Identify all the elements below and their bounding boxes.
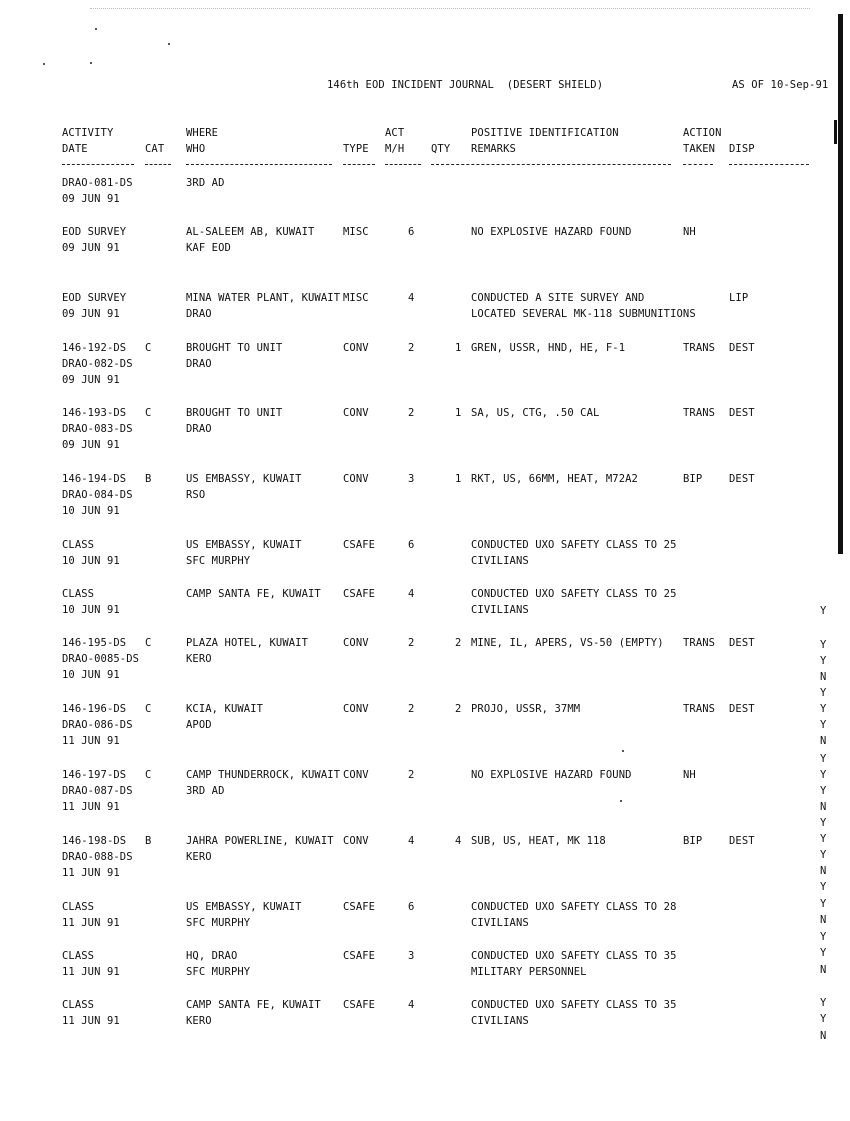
entry-date: 11 JUN 91 [62,917,120,929]
entry-date: 09 JUN 91 [62,193,120,205]
entry-date: DRAO-086-DS [62,719,133,731]
entry-quantity: 1 [455,407,462,419]
entry-quantity: 1 [455,342,462,354]
entry-remarks: CONDUCTED UXO SAFETY CLASS TO 35 [471,950,677,962]
entry-date: 146-198-DS [62,835,127,847]
col-header-qty: QTY [431,143,451,155]
entry-disposition: DEST [729,473,755,485]
entry-location: KERO [186,851,212,863]
entry-location: US EMBASSY, KUWAIT [186,539,302,551]
entry-location: US EMBASSY, KUWAIT [186,901,302,913]
margin-flag: N [820,964,827,976]
header-rule [385,164,421,165]
margin-flag: N [820,735,827,747]
col-header-mh: M/H [385,143,405,155]
margin-flag: Y [820,881,827,893]
entry-remarks: CIVILIANS [471,1015,529,1027]
entry-category: C [145,342,152,354]
entry-date: 11 JUN 91 [62,735,120,747]
entry-date: 11 JUN 91 [62,867,120,879]
entry-quantity: 4 [455,835,462,847]
entry-man-hours: 2 [408,703,415,715]
entry-man-hours: 2 [408,637,415,649]
entry-remarks: NO EXPLOSIVE HAZARD FOUND [471,226,632,238]
col-header-date-1: ACTIVITY [62,127,114,139]
entry-location: BROUGHT TO UNIT [186,342,283,354]
entry-disposition: DEST [729,835,755,847]
entry-man-hours: 4 [408,292,415,304]
entry-location: MINA WATER PLANT, KUWAIT [186,292,341,304]
entry-man-hours: 4 [408,835,415,847]
entry-location: AL-SALEEM AB, KUWAIT [186,226,315,238]
margin-flag: Y [820,605,827,617]
entry-location: SFC MURPHY [186,966,251,978]
entry-remarks: GREN, USSR, HND, HE, F-1 [471,342,626,354]
entry-date: 11 JUN 91 [62,966,120,978]
entry-man-hours: 4 [408,588,415,600]
entry-action-taken: TRANS [683,407,716,419]
entry-date: CLASS [62,950,95,962]
entry-date: 146-195-DS [62,637,127,649]
entry-remarks: SA, US, CTG, .50 CAL [471,407,600,419]
entry-location: BROUGHT TO UNIT [186,407,283,419]
col-header-act: ACT [385,127,405,139]
margin-flag: N [820,801,827,813]
entry-date: 10 JUN 91 [62,604,120,616]
entry-date: DRAO-0085-DS [62,653,140,665]
entry-remarks: MILITARY PERSONNEL [471,966,587,978]
entry-man-hours: 6 [408,226,415,238]
entry-location: KERO [186,1015,212,1027]
entry-man-hours: 6 [408,539,415,551]
entry-date: CLASS [62,901,95,913]
entry-remarks: CIVILIANS [471,555,529,567]
scan-speck [622,750,624,752]
entry-action-taken: TRANS [683,703,716,715]
margin-flag: Y [820,753,827,765]
entry-category: C [145,407,152,419]
col-header-cat: CAT [145,143,165,155]
entry-remarks: CONDUCTED UXO SAFETY CLASS TO 25 [471,539,677,551]
entry-remarks: NO EXPLOSIVE HAZARD FOUND [471,769,632,781]
entry-type: CONV [343,769,369,781]
entry-date: EOD SURVEY [62,292,127,304]
header-rule [343,164,375,165]
margin-flag: Y [820,931,827,943]
entry-action-taken: TRANS [683,342,716,354]
entry-date: 146-196-DS [62,703,127,715]
margin-flag: N [820,865,827,877]
entry-location: US EMBASSY, KUWAIT [186,473,302,485]
entry-remarks: RKT, US, 66MM, HEAT, M72A2 [471,473,638,485]
margin-flag: Y [820,719,827,731]
entry-type: MISC [343,226,369,238]
entry-man-hours: 2 [408,342,415,354]
margin-flag: Y [820,997,827,1009]
entry-location: SFC MURPHY [186,917,251,929]
col-header-who: WHO [186,143,206,155]
entry-date: DRAO-082-DS [62,358,133,370]
entry-category: C [145,637,152,649]
scan-speck [90,62,92,64]
entry-location: CAMP THUNDERROCK, KUWAIT [186,769,341,781]
as-of-date: AS OF 10-Sep-91 [732,79,829,91]
entry-type: CONV [343,703,369,715]
entry-date: DRAO-081-DS [62,177,133,189]
entry-disposition: DEST [729,703,755,715]
scan-speck [620,800,622,802]
entry-date: 146-197-DS [62,769,127,781]
entry-remarks: PROJO, USSR, 37MM [471,703,581,715]
entry-type: CONV [343,637,369,649]
margin-flag: Y [820,655,827,667]
margin-flag: Y [820,1013,827,1025]
entry-location: JAHRA POWERLINE, KUWAIT [186,835,334,847]
entry-date: 10 JUN 91 [62,505,120,517]
margin-flag: N [820,1030,827,1042]
entry-action-taken: BIP [683,835,703,847]
entry-location: DRAO [186,423,212,435]
entry-date: 10 JUN 91 [62,669,120,681]
margin-flag: N [820,671,827,683]
entry-type: CONV [343,342,369,354]
header-rule [729,164,809,165]
margin-flag: Y [820,817,827,829]
scan-noise [90,8,810,19]
margin-flag: Y [820,785,827,797]
entry-date: EOD SURVEY [62,226,127,238]
entry-type: CONV [343,835,369,847]
entry-location: KAF EOD [186,242,231,254]
margin-flag: Y [820,947,827,959]
entry-remarks: CONDUCTED UXO SAFETY CLASS TO 25 [471,588,677,600]
scan-edge-mark [834,120,837,144]
entry-location: DRAO [186,308,212,320]
entry-type: CSAFE [343,999,376,1011]
col-header-remarks-2: REMARKS [471,143,516,155]
margin-flag: Y [820,769,827,781]
col-header-disp: DISP [729,143,755,155]
entry-remarks: SUB, US, HEAT, MK 118 [471,835,606,847]
entry-type: CONV [343,407,369,419]
entry-date: 09 JUN 91 [62,439,120,451]
entry-date: 09 JUN 91 [62,374,120,386]
entry-disposition: DEST [729,407,755,419]
entry-category: B [145,835,152,847]
entry-location: HQ, DRAO [186,950,238,962]
col-header-date-2: DATE [62,143,88,155]
entry-date: 09 JUN 91 [62,242,120,254]
entry-location: CAMP SANTA FE, KUWAIT [186,999,321,1011]
entry-location: APOD [186,719,212,731]
entry-category: C [145,703,152,715]
entry-type: CSAFE [343,539,376,551]
entry-location: DRAO [186,358,212,370]
entry-quantity: 1 [455,473,462,485]
margin-flag: Y [820,687,827,699]
entry-location: RSO [186,489,206,501]
col-header-type: TYPE [343,143,369,155]
scan-speck [43,63,45,65]
header-rule [62,164,134,165]
entry-location: CAMP SANTA FE, KUWAIT [186,588,321,600]
entry-date: 146-193-DS [62,407,127,419]
entry-date: 146-194-DS [62,473,127,485]
entry-remarks: CONDUCTED UXO SAFETY CLASS TO 28 [471,901,677,913]
entry-remarks: MINE, IL, APERS, VS-50 (EMPTY) [471,637,664,649]
entry-remarks: CIVILIANS [471,604,529,616]
entry-disposition: DEST [729,342,755,354]
scan-edge-bar [838,14,843,554]
scan-speck [168,43,170,45]
entry-action-taken: NH [683,769,696,781]
entry-type: CSAFE [343,950,376,962]
col-header-where: WHERE [186,127,219,139]
entry-date: CLASS [62,999,95,1011]
entry-location: SFC MURPHY [186,555,251,567]
entry-man-hours: 2 [408,407,415,419]
entry-location: KERO [186,653,212,665]
entry-man-hours: 3 [408,473,415,485]
entry-disposition: LIP [729,292,749,304]
entry-type: CSAFE [343,588,376,600]
entry-action-taken: BIP [683,473,703,485]
entry-quantity: 2 [455,637,462,649]
entry-action-taken: TRANS [683,637,716,649]
header-rule [145,164,171,165]
entry-type: MISC [343,292,369,304]
margin-flag: N [820,914,827,926]
entry-location: PLAZA HOTEL, KUWAIT [186,637,309,649]
entry-location: 3RD AD [186,177,225,189]
entry-date: CLASS [62,539,95,551]
margin-flag: Y [820,639,827,651]
margin-flag: Y [820,849,827,861]
entry-category: B [145,473,152,485]
entry-quantity: 2 [455,703,462,715]
header-rule [186,164,332,165]
entry-date: DRAO-084-DS [62,489,133,501]
entry-action-taken: NH [683,226,696,238]
col-header-action-2: TAKEN [683,143,716,155]
entry-date: 10 JUN 91 [62,555,120,567]
entry-remarks: CIVILIANS [471,917,529,929]
header-rule [683,164,713,165]
margin-flag: Y [820,703,827,715]
entry-disposition: DEST [729,637,755,649]
entry-type: CONV [343,473,369,485]
entry-category: C [145,769,152,781]
entry-date: 11 JUN 91 [62,801,120,813]
entry-location: 3RD AD [186,785,225,797]
entry-location: KCIA, KUWAIT [186,703,264,715]
entry-remarks: CONDUCTED A SITE SURVEY AND [471,292,645,304]
entry-man-hours: 6 [408,901,415,913]
margin-flag: Y [820,833,827,845]
entry-man-hours: 3 [408,950,415,962]
entry-date: 146-192-DS [62,342,127,354]
journal-title: 146th EOD INCIDENT JOURNAL (DESERT SHIELD) [327,79,604,91]
entry-remarks: LOCATED SEVERAL MK-118 SUBMUNITIONS [471,308,696,320]
scan-speck [95,28,97,30]
entry-date: 11 JUN 91 [62,1015,120,1027]
entry-man-hours: 2 [408,769,415,781]
entry-man-hours: 4 [408,999,415,1011]
entry-date: DRAO-083-DS [62,423,133,435]
entry-date: CLASS [62,588,95,600]
entry-type: CSAFE [343,901,376,913]
entry-date: DRAO-088-DS [62,851,133,863]
entry-date: 09 JUN 91 [62,308,120,320]
col-header-remarks-1: POSITIVE IDENTIFICATION [471,127,619,139]
margin-flag: Y [820,898,827,910]
entry-date: DRAO-087-DS [62,785,133,797]
header-rule [431,164,671,165]
col-header-action-1: ACTION [683,127,722,139]
entry-remarks: CONDUCTED UXO SAFETY CLASS TO 35 [471,999,677,1011]
